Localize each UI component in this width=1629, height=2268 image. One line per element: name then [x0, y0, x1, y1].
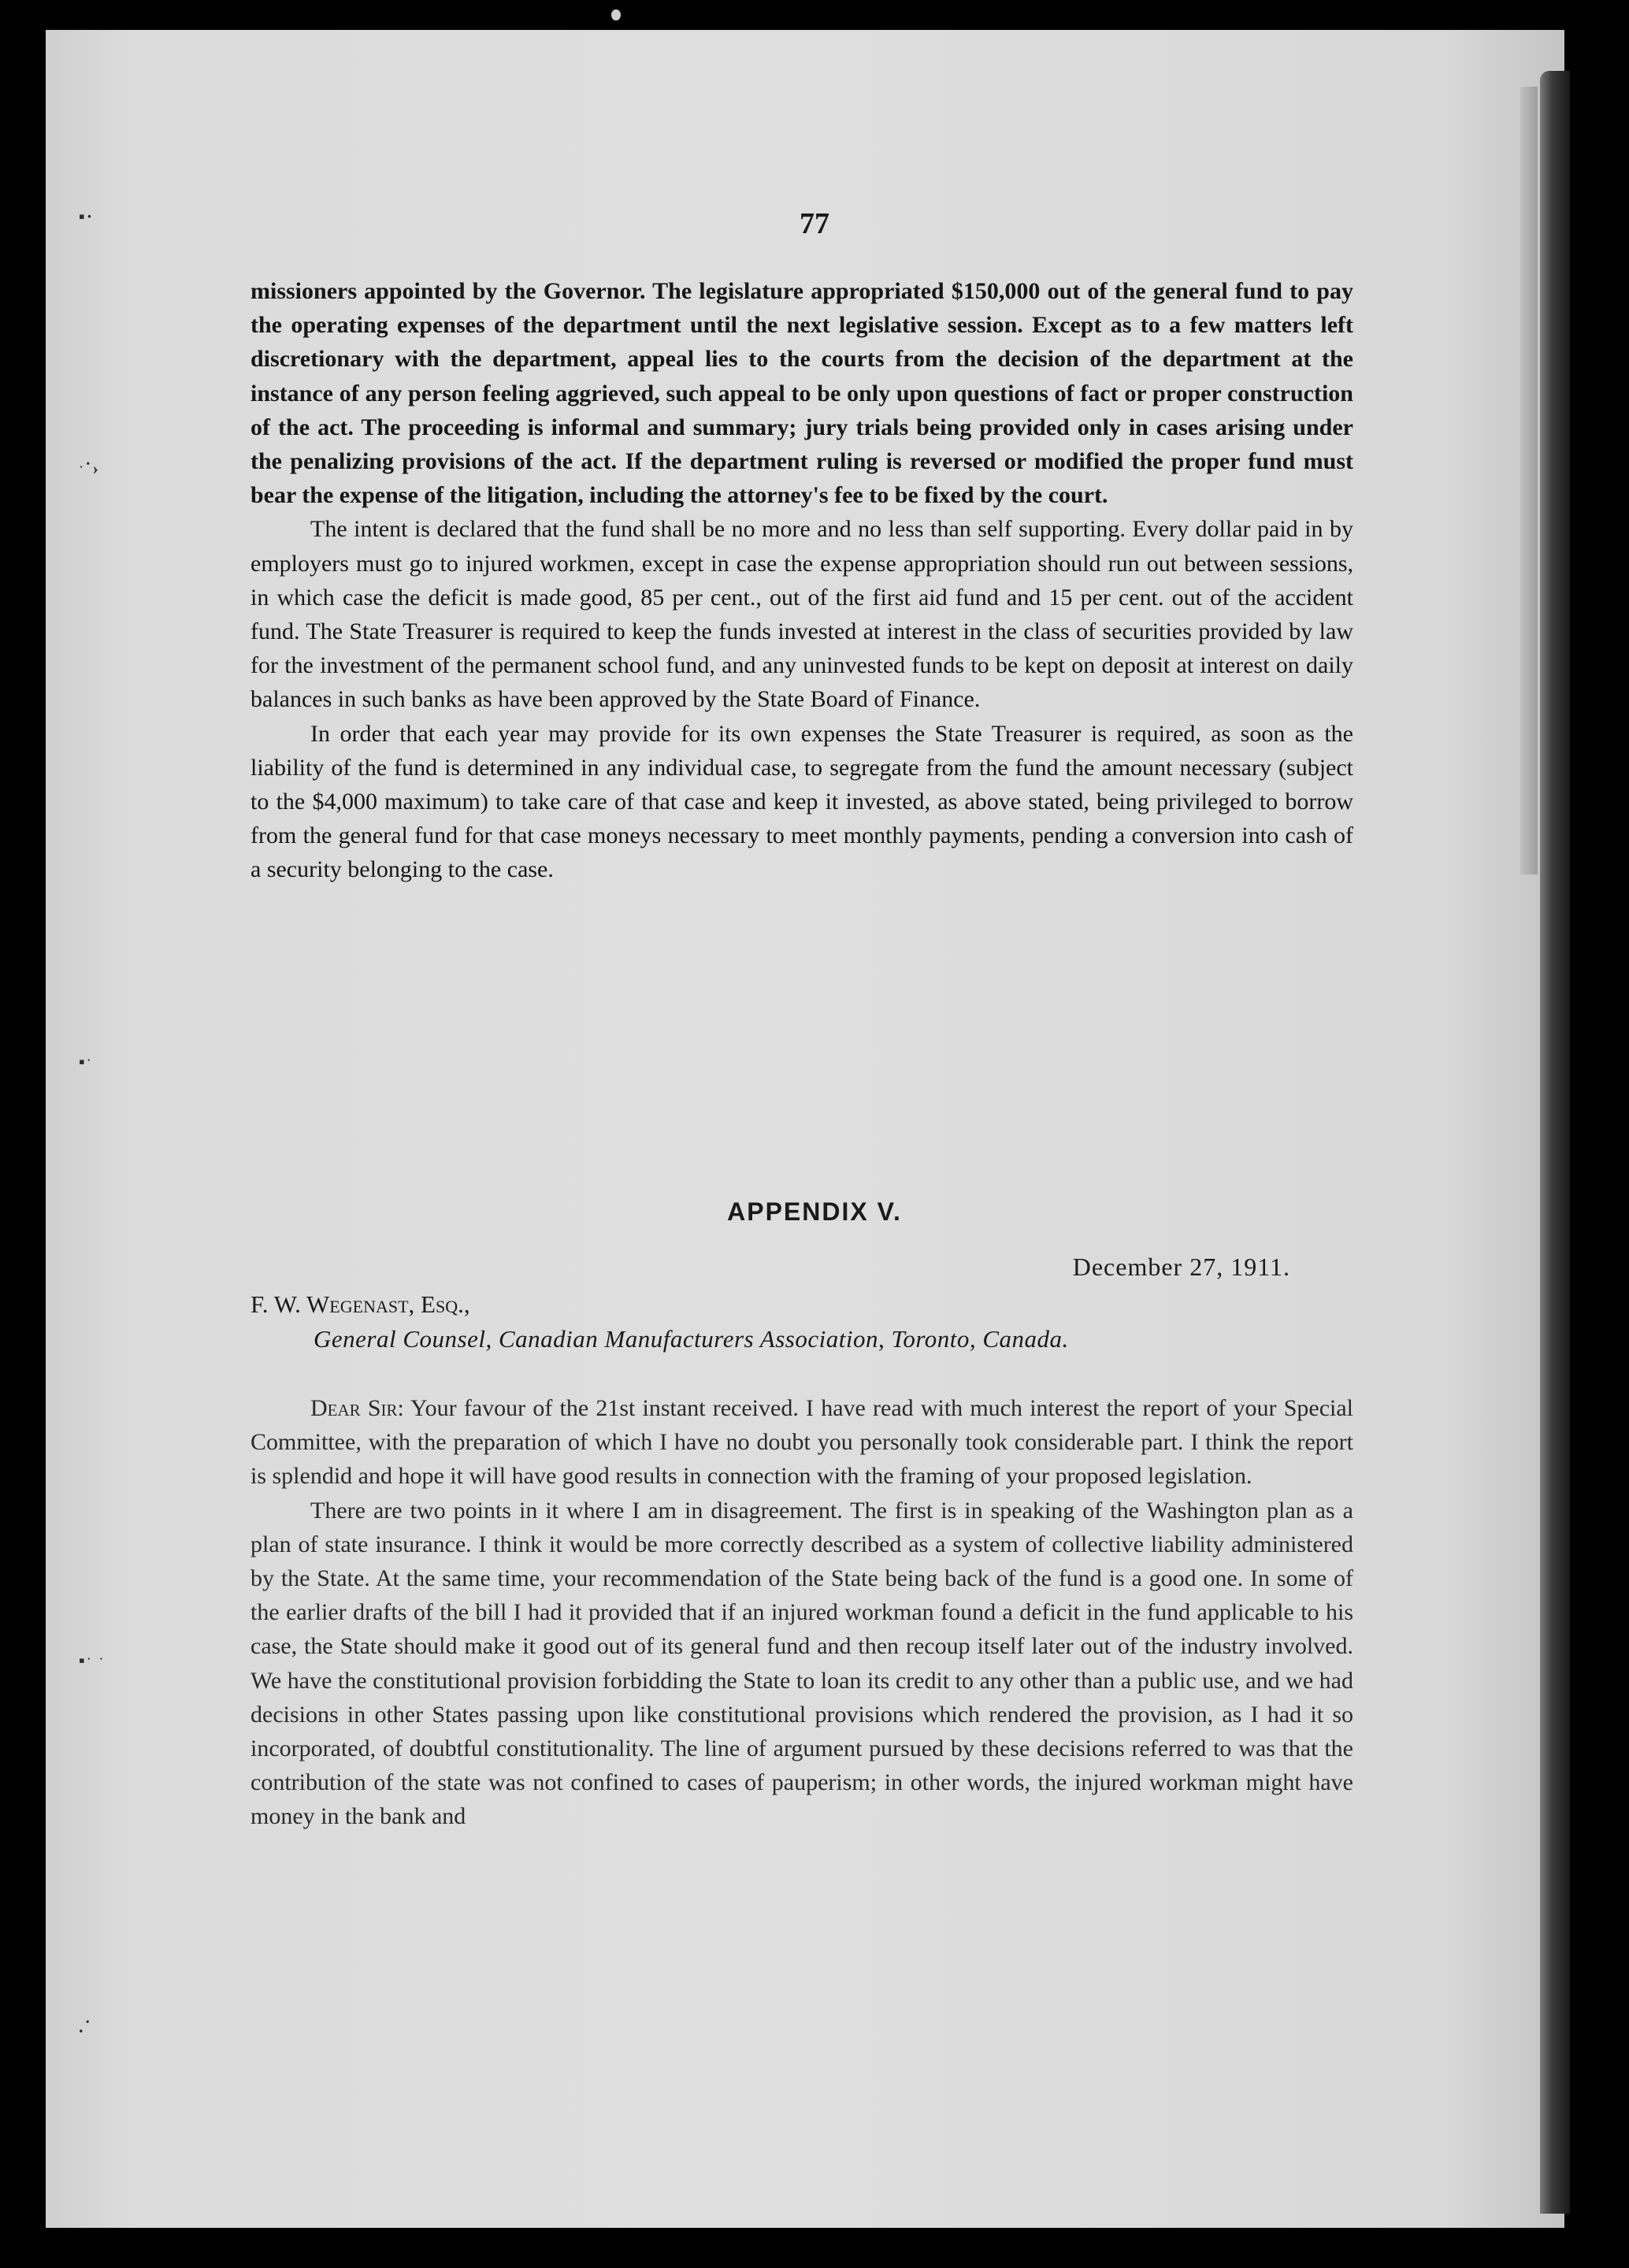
- margin-mark: ˑ˙›: [79, 458, 100, 478]
- margin-mark: ▪·: [79, 206, 95, 226]
- scan-speck: [611, 9, 621, 20]
- addressee-title: General Counsel, Canadian Manufacturers Association, Toronto, Canada.: [314, 1325, 1069, 1353]
- margin-mark: ▪ˑ: [79, 1052, 93, 1071]
- appendix-heading: APPENDIX V.: [727, 1197, 902, 1226]
- margin-mark: .˙: [79, 2017, 92, 2036]
- paragraph: In order that each year may provide for its own expenses the State Treasurer is required, as soon as the liability of the fund is determined in any individual case, to segregate from the fund the amount necessary (subject to the $4,000 maximum) to take care of that case and keep it invested, as above stated, being privileged to borrow from the general fund for that case moneys necessary to meet monthly payments, pending a conversion into cash of a security belonging to the case.: [250, 720, 1353, 883]
- paragraph: The intent is declared that the fund shall be no more and no less than self supporting. Every dollar paid in by employers must go to injured workmen, except in case the expense appropriation should run out between sessions, in which case the deficit is made good, 85 per cent., out of the first aid fund and 15 per cent. out of the accident fund. The State Treasurer is required to keep the funds invested at interest in the class of securities provided by law for the investment of the permanent school fund, and any uninvested funds to be kept on deposit at interest on daily balances in such banks as have been approved by the State Board of Finance.: [250, 516, 1353, 713]
- letter-body: [250, 1391, 1353, 1834]
- paragraph-text: Your favour of the 21st instant received. I have read with much interest the report of your Special Committee, with the preparation of which I have no doubt you personally took considerable part. I think the report is splendid and hope it will have good results in connection with the framing of your proposed legislation.: [250, 1395, 1354, 1490]
- letter-addressee: F. W. Wegenast, Esq.,: [250, 1290, 470, 1318]
- section-text: [250, 274, 1353, 887]
- salutation: Dear Sir:: [310, 1395, 404, 1421]
- page-shadow: [1520, 87, 1538, 874]
- page-number: 77: [800, 207, 829, 240]
- margin-mark: ▪ˑ ˑ: [79, 1650, 106, 1670]
- paragraph: missioners appointed by the Governor. The legislature appropriated $150,000 out of the general fund to pay the operating expenses of the department until the next legislative session. Except as to a few matters left discretionary with the department, appeal lies to the courts from the decision of the department at the instance of any person feeling aggrieved, such appeal to be only upon questions of fact or proper construction of the act. The proceeding is informal and summary; jury trials being provided only in cases arising under the penalizing provisions of the act. If the department ruling is reversed or modified the proper fund must bear the expense of the litigation, including the attorney's fee to be fixed by the court.: [250, 278, 1353, 509]
- paragraph: [250, 1391, 1353, 1494]
- letter-date: December 27, 1911.: [1072, 1253, 1290, 1281]
- paragraph: There are two points in it where I am in disagreement. The first is in speaking of the Washington plan as a plan of state insurance. I think it would be more correctly described as a system of collective liability administered by the State. At the same time, your recommendation of the State being back of the fund is a good one. In some of the earlier drafts of the bill I had it provided that if an injured workman found a deficit in the fund applicable to his case, the State should make it good out of its general fund and then recoup itself later out of the industry involved. We have the constitutional provision forbidding the State to loan its credit to any other than a public use, and we had decisions in other States passing upon like constitutional provisions which rendered the provision, as I had it so incorporated, of doubtful constitutionality. The line of argument pursued by these decisions referred to was that the contribution of the state was not confined to cases of pauperism; in other words, the injured workman might have money in the bank and: [250, 1497, 1353, 1830]
- page-edge-curl: [1540, 71, 1570, 2214]
